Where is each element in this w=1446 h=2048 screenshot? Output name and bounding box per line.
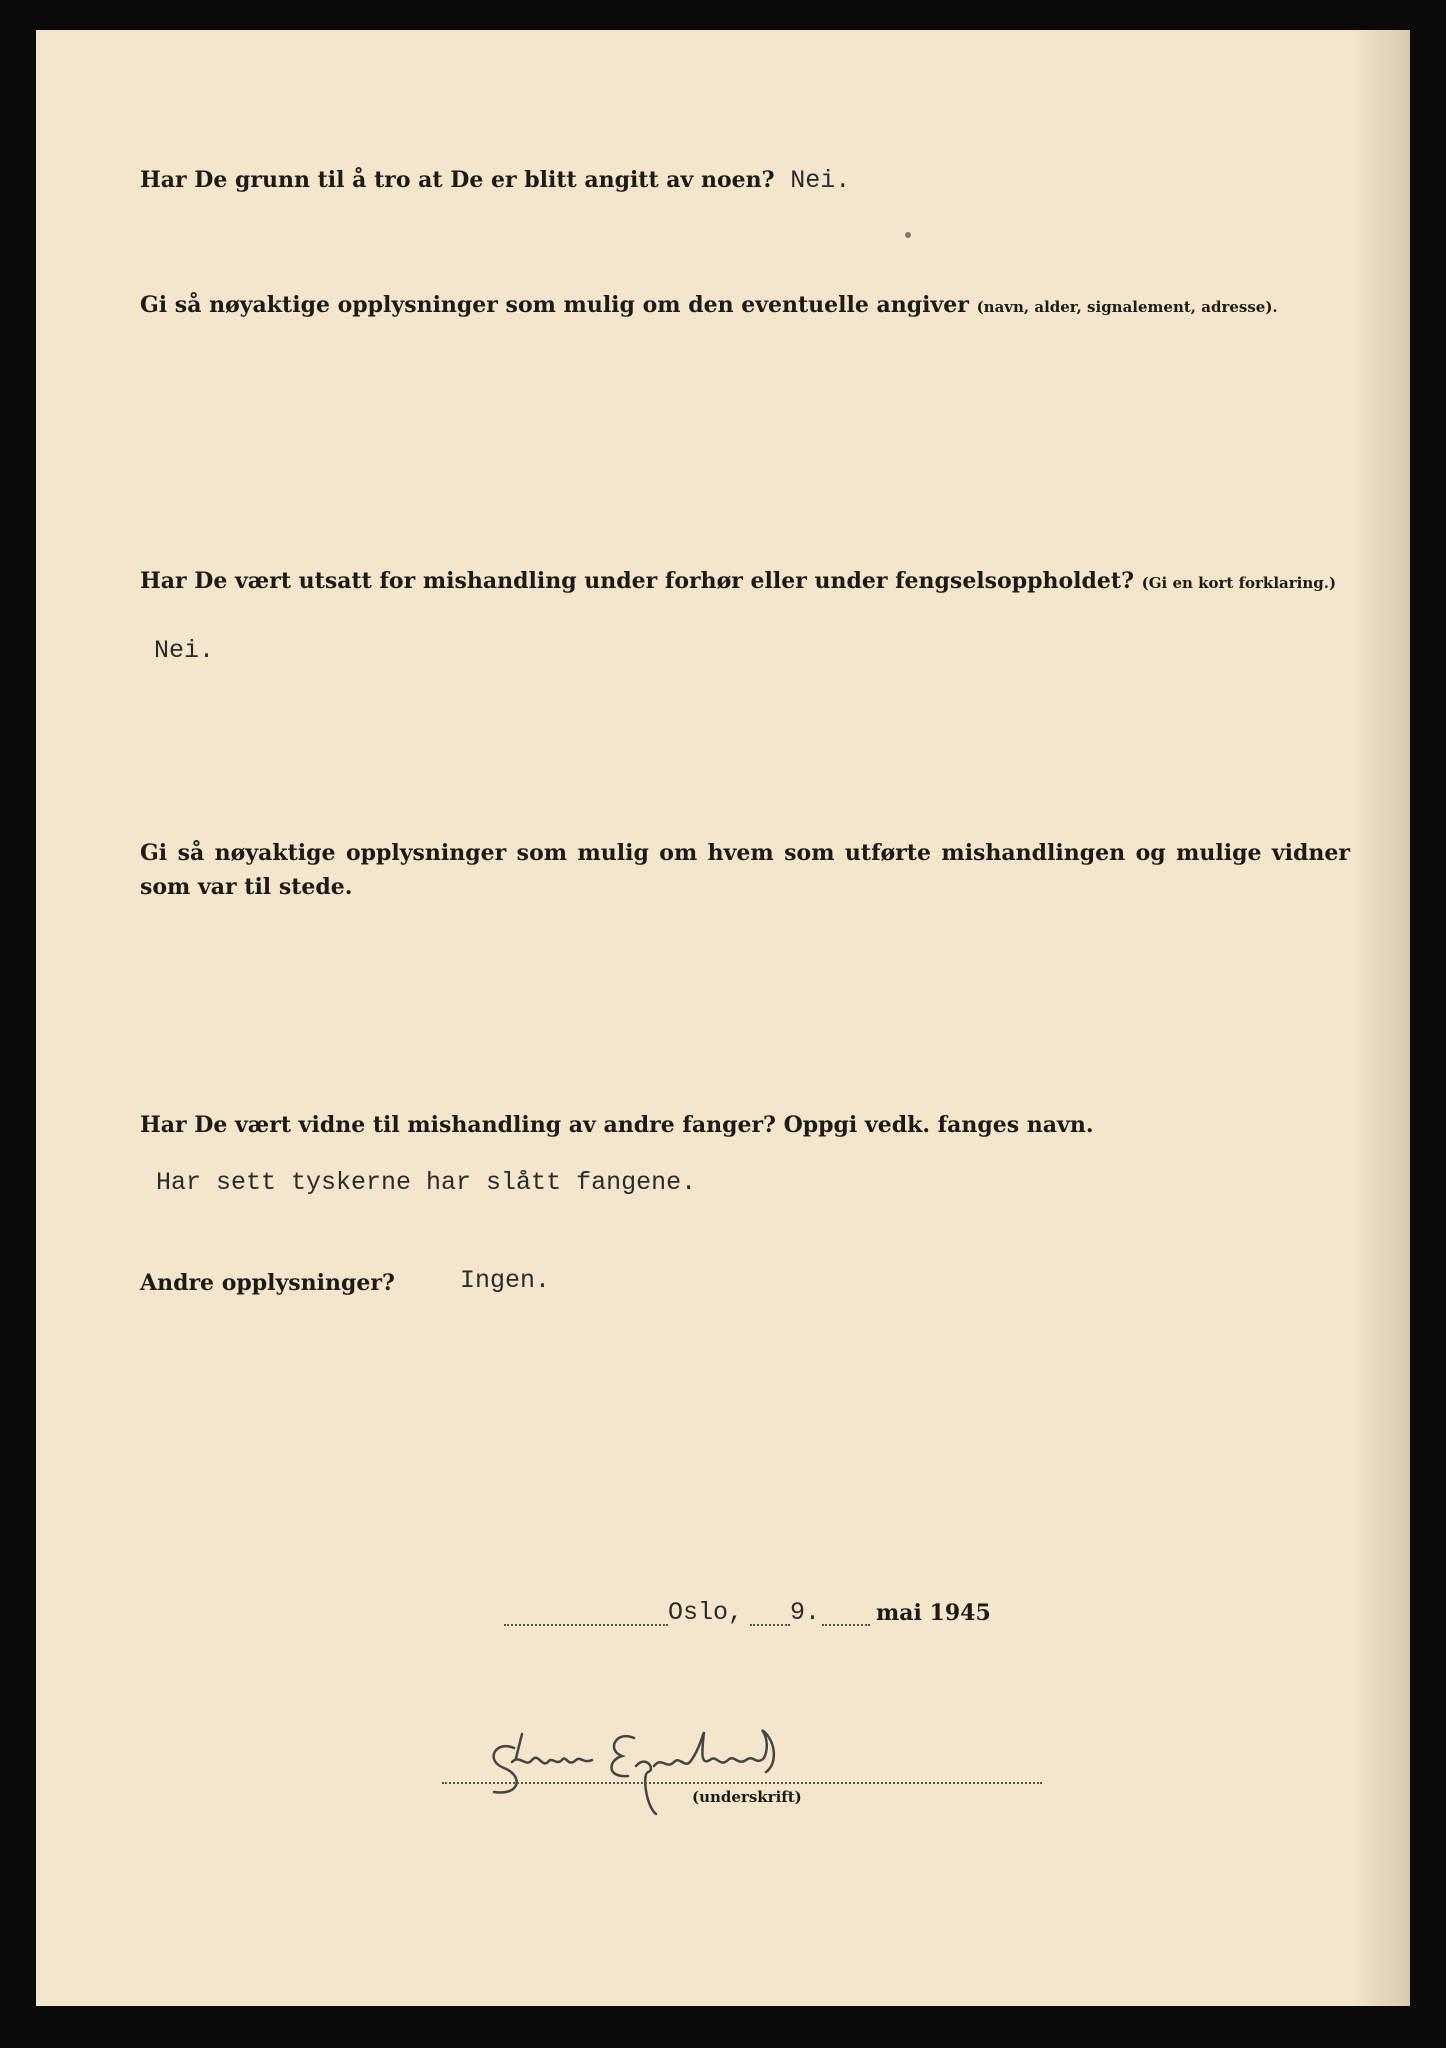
signature-label: (underskrift) bbox=[692, 1788, 802, 1806]
day-dotted-line-left bbox=[750, 1624, 790, 1626]
answer-witness: Har sett tyskerne har slått fangene. bbox=[156, 1168, 697, 1197]
question-other-info bbox=[140, 1270, 395, 1296]
day-dotted-line-right bbox=[822, 1624, 870, 1626]
question-denounced-label: Har De grunn til å tro at De er blitt angitt av noen? bbox=[140, 167, 775, 193]
document-page bbox=[36, 30, 1410, 2006]
question-informant-note: (navn, alder, signalement, adresse). bbox=[976, 298, 1278, 316]
question-witness: Har De vært vidne til mishandling av andre fanger? Oppgi vedk. fanges navn. bbox=[140, 1112, 1094, 1138]
question-informant-details bbox=[140, 292, 1278, 318]
place-value: Oslo, bbox=[668, 1598, 744, 1627]
page-edge-shadow bbox=[1350, 30, 1410, 2006]
answer-other-info: Ingen. bbox=[460, 1266, 551, 1295]
place-dotted-line bbox=[504, 1624, 668, 1626]
month-year: mai 1945 bbox=[876, 1600, 991, 1626]
question-mistreatment-label: Har De vært utsatt for mishandling under forhør eller under fengselsoppholdet? bbox=[140, 568, 1134, 594]
question-informant-label: Gi så nøyaktige opplysninger som mulig om den eventuelle angiver bbox=[140, 292, 969, 318]
paper-speck bbox=[905, 232, 911, 238]
question-mistreatment-note: (Gi en kort forklaring.) bbox=[1141, 574, 1337, 592]
answer-mistreatment: Nei. bbox=[154, 636, 215, 665]
question-other-info-label: Andre opplysninger? bbox=[140, 1270, 395, 1296]
signature-dotted-line bbox=[442, 1782, 1042, 1784]
question-perpetrators: Gi så nøyaktige opplysninger som mulig om hvem som utførte mishandlingen og mulige vidner som var til stede. bbox=[140, 840, 1350, 900]
answer-denounced: Nei. bbox=[790, 166, 851, 195]
day-value: 9. bbox=[790, 1598, 821, 1627]
question-mistreatment bbox=[140, 568, 1336, 594]
question-denounced bbox=[140, 166, 850, 195]
